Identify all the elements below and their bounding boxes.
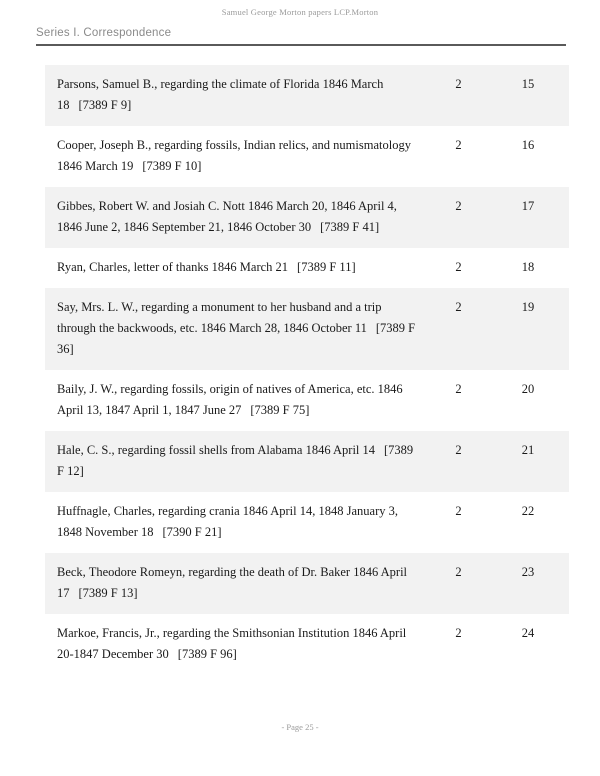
entry-text: Hale, C. S., regarding fossil shells from Alabama 1846 April 14 <box>57 443 376 457</box>
entry-ref: [7390 F 21] <box>162 525 222 539</box>
entry-text: Say, Mrs. L. W., regarding a monument to her husband and a trip through the backwoods, etc. 1846 March 28, 1846 October 11 <box>57 300 382 335</box>
table-row <box>45 126 569 187</box>
entry-description-cell <box>45 126 430 187</box>
entry-box-number: 2 <box>455 626 462 640</box>
entry-ref: [7389 F 13] <box>78 586 138 600</box>
entry-text: Markoe, Francis, Jr., regarding the Smithsonian Institution 1846 April 20-1847 December 30 <box>57 626 407 661</box>
entry-folder-number: 21 <box>521 443 535 457</box>
entry-box-number: 2 <box>455 443 462 457</box>
entry-text: Cooper, Joseph B., regarding fossils, Indian relics, and numismatology 1846 March 19 <box>57 138 411 173</box>
entry-description-cell <box>45 492 430 553</box>
entry-folder-number: 16 <box>521 138 535 152</box>
entry-box-number: 2 <box>455 138 462 152</box>
header-divider <box>36 44 566 46</box>
entry-description-cell <box>45 431 430 492</box>
entry-text: Baily, J. W., regarding fossils, origin of natives of America, etc. 1846 April 13, 1847 April 1, 1847 June 27 <box>57 382 403 417</box>
entry-ref: [7389 F 36] <box>57 321 416 356</box>
page-number-footer: - Page 25 - <box>281 722 319 732</box>
entry-text: Ryan, Charles, letter of thanks 1846 March 21 <box>57 260 289 274</box>
entry-box-number: 2 <box>455 300 462 314</box>
entry-box-number: 2 <box>455 565 462 579</box>
table-row <box>45 492 569 553</box>
table-row <box>45 614 569 675</box>
table-row <box>45 431 569 492</box>
entry-description-cell <box>45 614 430 675</box>
entry-box-number: 2 <box>455 77 462 91</box>
entry-text: Beck, Theodore Romeyn, regarding the death of Dr. Baker 1846 April 17 <box>57 565 408 600</box>
entry-ref: [7389 F 75] <box>250 403 310 417</box>
entry-description-cell <box>45 187 430 248</box>
entry-folder-number: 23 <box>521 565 535 579</box>
entry-folder-number: 17 <box>521 199 535 213</box>
table-row <box>45 187 569 248</box>
entry-box-number: 2 <box>455 199 462 213</box>
entry-text: Parsons, Samuel B., regarding the climate of Florida 1846 March 18 <box>57 77 384 112</box>
correspondence-table-body <box>45 65 569 675</box>
entry-ref: [7389 F 41] <box>320 220 380 234</box>
table-row <box>45 370 569 431</box>
entry-folder-number: 24 <box>521 626 535 640</box>
entry-description-cell <box>45 65 430 126</box>
entry-description-cell <box>45 553 430 614</box>
series-title: Series I. Correspondence <box>36 27 172 39</box>
entry-ref: [7389 F 12] <box>57 443 414 478</box>
entry-text: Huffnagle, Charles, regarding crania 1846 April 14, 1848 January 3, 1848 November 18 <box>57 504 398 539</box>
entry-folder-number: 22 <box>521 504 535 518</box>
table-row <box>45 553 569 614</box>
document-header: Samuel George Morton papers LCP.Morton <box>221 7 379 17</box>
entry-folder-number: 19 <box>521 300 535 314</box>
entry-box-number: 2 <box>455 504 462 518</box>
entry-ref: [7389 F 9] <box>78 98 132 112</box>
entry-description-cell <box>45 288 430 370</box>
table-row <box>45 288 569 370</box>
table-row <box>45 248 569 288</box>
entry-folder-number: 15 <box>521 77 535 91</box>
entry-ref: [7389 F 11] <box>297 260 356 274</box>
entry-description-cell <box>45 370 430 431</box>
correspondence-table <box>45 65 569 675</box>
entry-ref: [7389 F 10] <box>142 159 202 173</box>
entry-text: Gibbes, Robert W. and Josiah C. Nott 1846 March 20, 1846 April 4, 1846 June 2, 1846 September 21, 1846 October 30 <box>57 199 397 234</box>
entry-box-number: 2 <box>455 382 462 396</box>
table-row <box>45 65 569 126</box>
entry-folder-number: 18 <box>521 260 535 274</box>
entry-folder-number: 20 <box>521 382 535 396</box>
entry-description-cell <box>45 248 430 288</box>
entry-box-number: 2 <box>455 260 462 274</box>
entry-ref: [7389 F 96] <box>177 647 237 661</box>
